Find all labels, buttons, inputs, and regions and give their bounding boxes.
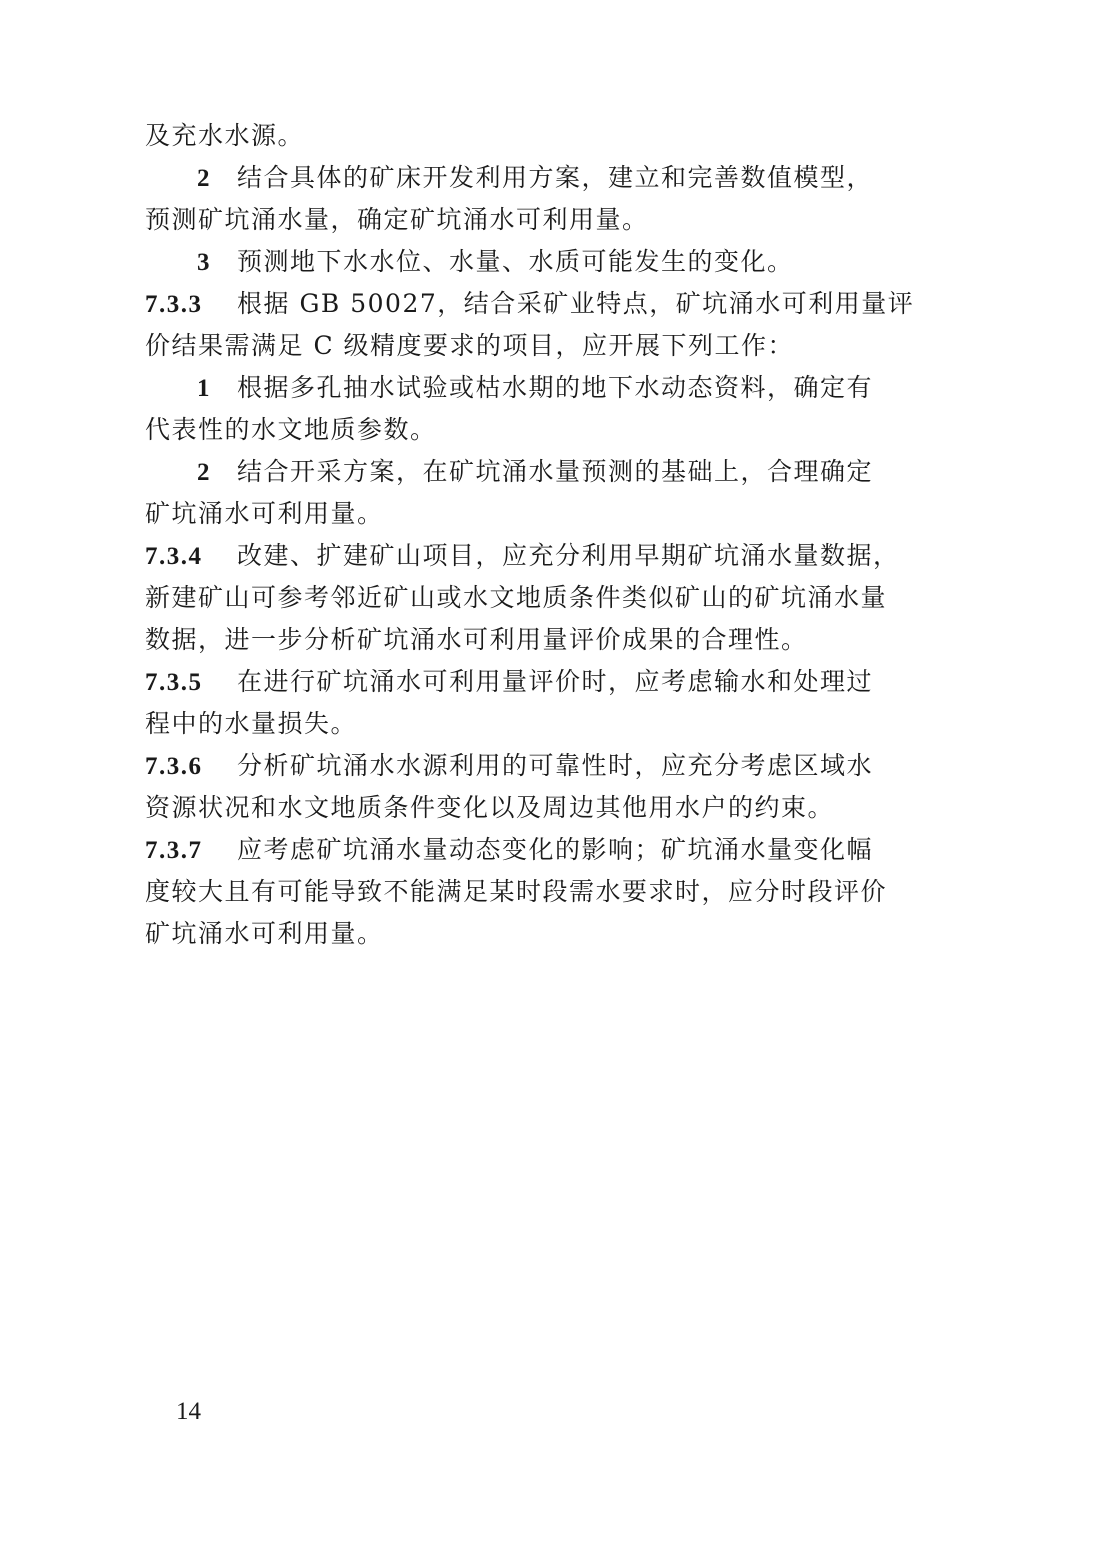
item-number: 2 <box>197 459 211 486</box>
clause <box>145 745 925 787</box>
text-line <box>145 619 925 661</box>
text-line <box>145 871 925 913</box>
clause <box>145 535 925 577</box>
clause-number: 7.3.7 <box>145 837 203 864</box>
line-text: 数据，进一步分析矿坑涌水可利用量评价成果的合理性。 <box>145 625 808 654</box>
line-text: 代表性的水文地质参数。 <box>145 415 437 444</box>
text-line <box>145 703 925 745</box>
line-text: 改建、扩建矿山项目，应充分利用早期矿坑涌水量数据， <box>237 541 900 570</box>
clause <box>145 661 925 703</box>
clause-number: 7.3.6 <box>145 753 203 780</box>
line-text: 价结果需满足 C 级精度要求的项目，应开展下列工作： <box>145 331 795 360</box>
line-text: 度较大且有可能导致不能满足某时段需水要求时，应分时段评价 <box>145 877 888 906</box>
line-text: 在进行矿坑涌水可利用量评价时，应考虑输水和处理过 <box>237 667 874 696</box>
line-text: 结合开采方案，在矿坑涌水量预测的基础上，合理确定 <box>237 457 874 486</box>
text-line <box>145 577 925 619</box>
clause-number: 7.3.4 <box>145 543 203 570</box>
line-text: 预测矿坑涌水量，确定矿坑涌水可利用量。 <box>145 205 649 234</box>
list-item <box>145 157 925 199</box>
item-number: 1 <box>197 375 211 402</box>
line-text: 程中的水量损失。 <box>145 709 358 738</box>
line-text: 结合具体的矿床开发利用方案，建立和完善数值模型， <box>237 163 874 192</box>
line-text: 及充水水源。 <box>145 121 305 150</box>
line-text: 应考虑矿坑涌水量动态变化的影响；矿坑涌水量变化幅 <box>237 835 874 864</box>
clause-number: 7.3.5 <box>145 669 203 696</box>
line-text: 资源状况和水文地质条件变化以及周边其他用水户的约束。 <box>145 793 835 822</box>
list-item <box>145 367 925 409</box>
line-text: 根据多孔抽水试验或枯水期的地下水动态资料，确定有 <box>237 373 874 402</box>
body-text <box>145 115 925 955</box>
line-text: 分析矿坑涌水水源利用的可靠性时，应充分考虑区域水 <box>237 751 874 780</box>
clause <box>145 829 925 871</box>
clause-number: 7.3.3 <box>145 291 203 318</box>
line-text: 根据 GB 50027，结合采矿业特点，矿坑涌水可利用量评 <box>237 289 915 318</box>
list-item <box>145 241 925 283</box>
text-line <box>145 115 925 157</box>
text-line <box>145 325 925 367</box>
text-line <box>145 199 925 241</box>
page-number: 14 <box>176 1398 201 1425</box>
item-number: 3 <box>197 249 211 276</box>
line-text: 矿坑涌水可利用量。 <box>145 919 384 948</box>
text-line <box>145 913 925 955</box>
list-item <box>145 451 925 493</box>
text-line <box>145 787 925 829</box>
text-line <box>145 409 925 451</box>
text-line <box>145 493 925 535</box>
item-number: 2 <box>197 165 211 192</box>
line-text: 新建矿山可参考邻近矿山或水文地质条件类似矿山的矿坑涌水量 <box>145 583 888 612</box>
line-text: 矿坑涌水可利用量。 <box>145 499 384 528</box>
clause <box>145 283 925 325</box>
line-text: 预测地下水水位、水量、水质可能发生的变化。 <box>237 247 794 276</box>
